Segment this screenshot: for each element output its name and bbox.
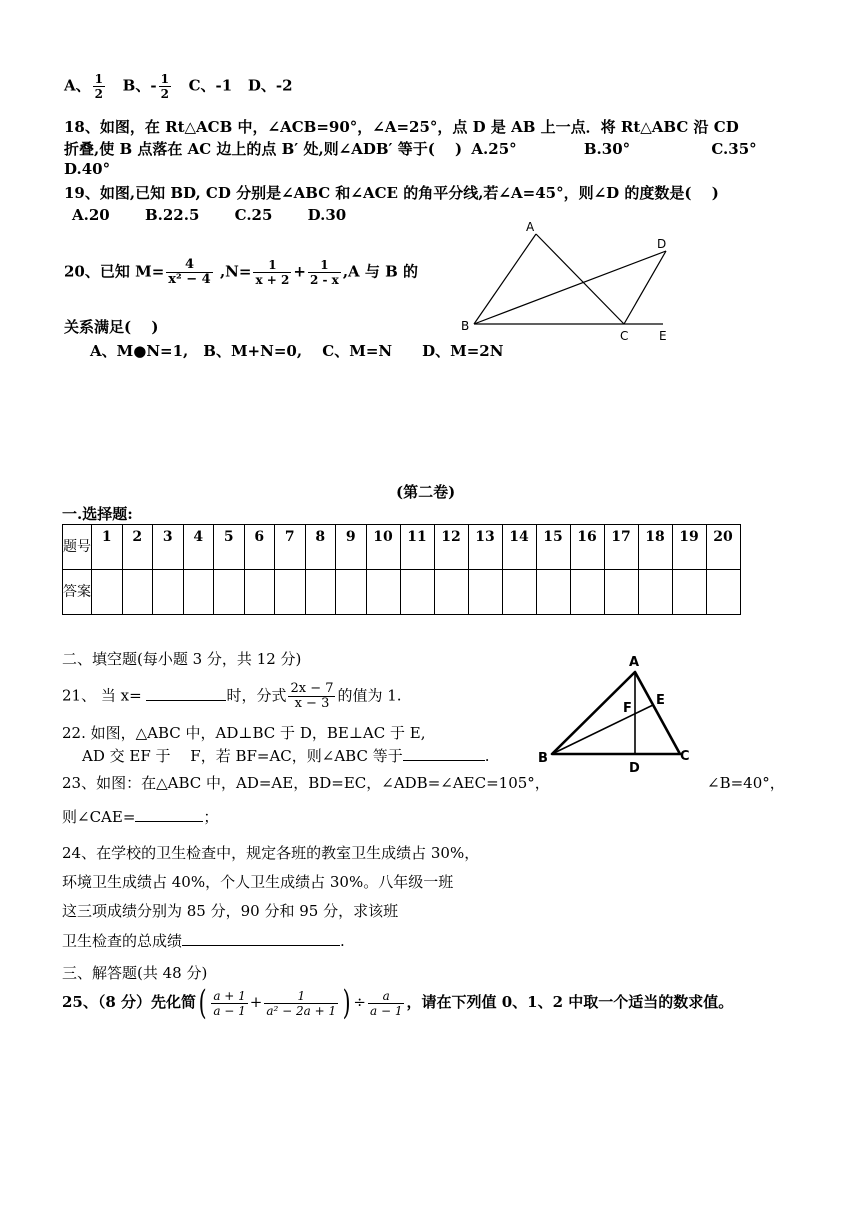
figure2-label-a: A [629,655,640,670]
q21-blank[interactable] [146,686,226,701]
question-number-cell: 20 [706,525,740,570]
q20-line1: 20、已知 M= $\frac{4}{\text{x² − 4}}$ ,N= $\frac{1}{x + 2}$ + $\frac{1}{2 - x}$ ,A 与 B 的 [64,257,419,287]
question-number-cell: 8 [305,525,336,570]
answer-cell[interactable] [336,570,367,615]
question-number-cell: 14 [502,525,536,570]
q21-fraction: $\frac{2x - 7}{x - 3}$ [290,681,334,711]
fill-in-heading: 二、填空题(每小题 3 分，共 12 分) [62,650,302,668]
answer-cell[interactable] [183,570,214,615]
question-number-cell: 19 [672,525,706,570]
question-number-cell: 9 [336,525,367,570]
question-number-cell: 15 [536,525,570,570]
q24-line1: 24、在学校的卫生检查中，规定各班的教室卫生成绩占 30%， [62,844,480,862]
q25-fraction-2: $\frac{1}{\text{a² − 2a + 1}}$ [266,988,337,1018]
answer-cell[interactable] [92,570,123,615]
question-number-cell: 13 [468,525,502,570]
q24-line4: 卫生检查的总成绩 . [62,932,345,950]
q24-line3: 这三项成绩分别为 85 分，90 分和 95 分，求该班 [62,902,399,920]
question-number-cell: 16 [570,525,604,570]
answer-cell[interactable] [570,570,604,615]
answer-cell[interactable] [706,570,740,615]
q21-line: 21、 当 x= 时，分式 $\frac{2x - 7}{x - 3}$ 的值为 1. [62,681,402,711]
right-paren: ) [342,983,351,1023]
figure2-label-c: C [680,749,690,764]
solve-heading: 三、解答题(共 48 分) [62,964,208,982]
row-header-answer: 答案 [63,570,92,615]
q19-line1: 19、如图,已知 BD, CD 分别是∠ABC 和∠ACE 的角平分线,若∠A=45°，则∠D 的度数是( ) [64,184,719,202]
question-number-cell: 7 [275,525,306,570]
answer-cell[interactable] [244,570,275,615]
answer-table-number-row [63,525,741,570]
q23-line2: 则∠CAE= ； [62,808,219,826]
q23-blank[interactable] [135,807,203,822]
question-number-cell: 18 [638,525,672,570]
answer-cell[interactable] [604,570,638,615]
segment-ab [474,234,536,324]
segment-bd [474,251,666,324]
question-number-cell: 11 [400,525,434,570]
question-number-cell: 4 [183,525,214,570]
figure1-label-e: E [659,329,667,343]
question-number-cell: 5 [214,525,245,570]
answer-cell[interactable] [434,570,468,615]
q22-blank[interactable] [403,746,485,761]
q18-line2: 折叠,使 B 点落在 AC 边上的点 B′ 处,则∠ADB′ 等于( ) A.25° B.30° C.35° [64,140,757,158]
q25-fraction-3: $\frac{a}{a - 1}$ [369,988,403,1018]
q17-fraction-a: $\frac{1}{2}$ [94,72,103,101]
left-paren: ( [198,983,207,1023]
figure2-label-e: E [656,693,665,708]
answer-cell[interactable] [638,570,672,615]
question-number-cell: 1 [92,525,123,570]
answer-cell[interactable] [305,570,336,615]
q25-fraction-1: $\frac{a + 1}{a - 1}$ [213,988,246,1018]
q25-line: 25、（8 分）先化简( $\frac{a + 1}{a - 1}$ + $\frac{1}{\text{a² − 2a + 1}}$ ) ÷ $\frac{a}{a - 1}$ ，请在下列值 0、1、2 中取一个适当的数求值。 [62,983,734,1023]
q20-fraction-n2: $\frac{1}{2 - x}$ [309,258,339,287]
answer-cell[interactable] [468,570,502,615]
figure1-label-a: A [526,220,535,234]
question-number-cell: 12 [434,525,468,570]
figure1-diagram [455,218,685,350]
q18-option-d: D.40° [64,160,111,178]
q20-fraction-m: $\frac{4}{\text{x² − 4}}$ [168,257,211,287]
figure2-label-f: F [623,701,632,716]
q24-blank[interactable] [182,931,340,946]
segment-ac [536,234,624,324]
segment-be [552,705,653,754]
question-number-cell: 3 [153,525,184,570]
figure2-diagram [532,652,712,776]
q23-right: ∠B=40°， [707,774,785,792]
q24-line2: 环境卫生成绩占 40%，个人卫生成绩占 30%。八年级一班 [62,873,454,891]
section2-title: (第二卷) [396,483,456,501]
q17-fraction-b: $\frac{1}{2}$ [160,72,169,101]
row-header-number: 题号 [63,525,92,570]
q19-options: A.20 B.22.5 C.25 D.30 [72,206,347,224]
question-number-cell: 17 [604,525,638,570]
q22-line1: 22. 如图，△ABC 中，AD⊥BC 于 D，BE⊥AC 于 E, [62,724,426,742]
answer-cell[interactable] [275,570,306,615]
question-number-cell: 2 [122,525,153,570]
q20-line2: 关系满足( ) [64,318,159,336]
question-number-cell: 6 [244,525,275,570]
question-number-cell: 10 [366,525,400,570]
segment-cd [624,251,666,324]
q20-fraction-n1: $\frac{1}{x + 2}$ [255,258,290,287]
q22-line2: AD 交 EF 于 F，若 BF=AC，则∠ABC 等于 . [82,747,490,765]
answer-cell[interactable] [672,570,706,615]
choice-heading: 一.选择题: [62,505,133,523]
q18-line1: 18、如图，在 Rt△ACB 中，∠ACB=90°，∠A=25°，点 D 是 AB 上一点．将 Rt△ABC 沿 CD [64,118,739,136]
q23-line1: 23、如图：在△ABC 中，AD=AE，BD=EC，∠ADB=∠AEC=105°， [62,774,550,792]
answer-cell[interactable] [122,570,153,615]
answer-table-answer-row [63,570,741,615]
figure1-label-c: C [620,329,629,343]
answer-cell[interactable] [214,570,245,615]
answer-cell[interactable] [153,570,184,615]
q17-options: A、 $\frac{1}{2}$ B、- $\frac{1}{2}$ C、-1 D、-2 [64,72,293,101]
answer-cell[interactable] [502,570,536,615]
figure2-label-b: B [538,751,548,766]
triangle-abc [552,672,680,754]
figure1-label-b: B [461,319,470,333]
figure2-label-d: D [629,761,640,776]
answer-cell[interactable] [536,570,570,615]
q20-options: A、M●N=1, B、M+N=0, C、M=N D、M=2N [90,342,504,360]
answer-cell[interactable] [400,570,434,615]
answer-cell[interactable] [366,570,400,615]
answer-table [62,524,741,615]
figure1-label-d: D [657,237,667,251]
